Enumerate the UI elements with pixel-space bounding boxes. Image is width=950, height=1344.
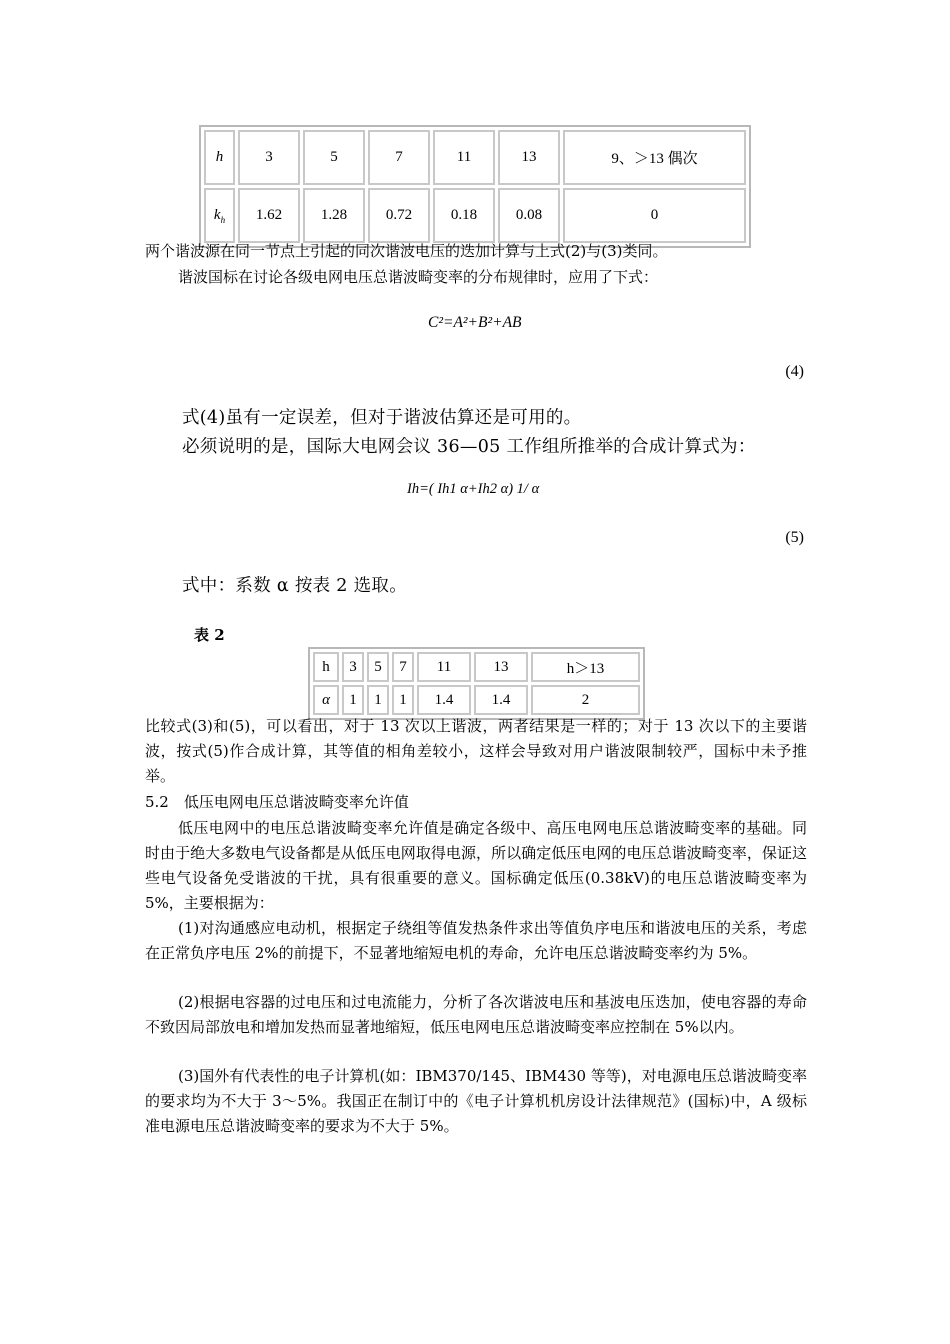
k-subscript: h [220,214,226,225]
table-cell: 7 [392,652,414,682]
paragraph: 比较式(3)和(5)，可以看出，对于 13 次以上谐波，两者结果是一样的；对于 13 次以下的主要谐波，按式(5)作合成计算，其等值的相角差较小，这样会导致对用户谐波限制较严，国标中未予推举。 [145,717,807,785]
paragraph: (3)国外有代表性的电子计算机(如：IBM370/145、IBM430 等等)，对电源电压总谐波畸变率的要求均为不大于 3～5%。我国正在制订中的《电子计算机机房设计法律规范》(国标)中，A 级标准电源电压总谐波畸变率的要求为不大于 5%。 [145,1067,807,1135]
paragraph: (2)根据电容器的过电压和过电流能力，分析了各次谐波电压和基波电压迭加，使电容器的寿命不致因局部放电和增加发热而显著地缩短，低压电网电压总谐波畸变率应控制在 5%以内。 [145,993,807,1036]
table-cell: 1 [367,685,389,715]
alpha-coefficient-table [308,647,645,720]
table-header-cell: α [313,685,339,715]
table-cell: 13 [474,652,528,682]
table-cell: 0 [563,188,746,243]
table-cell: 1.62 [238,188,300,243]
table-cell: 1.28 [303,188,365,243]
table-cell: 7 [368,130,430,185]
equation-text: C²=A²+B²+AB [428,314,522,331]
table-cell: 3 [238,130,300,185]
table-cell: 3 [342,652,364,682]
section-heading: 5.2 低压电网电压总谐波畸变率允许值 [145,793,409,811]
equation-text: Ih=( Ih1 α+Ih2 α) 1/ α [407,481,540,497]
table-header-cell: h [204,130,235,185]
paragraph: 式(4)虽有一定误差，但对于谐波估算还是可用的。 [182,408,582,428]
table-cell: 11 [433,130,495,185]
harmonic-coefficient-table [199,125,751,248]
paragraph: (1)对沟通感应电动机，根据定子绕组等值发热条件求出等值负序电压和谐波电压的关系，考虑在正常负序电压 2%的前提下，不显著地缩短电机的寿命，允许电压总谐波畸变率约为 5%。 [145,919,807,962]
equation-number: (5) [785,529,804,546]
table-cell: 1.4 [474,685,528,715]
table-cell: 2 [531,685,640,715]
table-row [313,652,640,682]
table-cell: 9、＞13 偶次 [563,130,746,185]
table-cell: 1.4 [417,685,471,715]
paragraph: 谐波国标在讨论各级电网电压总谐波畸变率的分布规律时，应用了下式： [178,268,659,286]
table-row [204,188,746,243]
k-label: k [213,206,221,223]
paragraph: 两个谐波源在同一节点上引起的同次谐波电压的迭加计算与上式(2)与(3)类同。 [145,242,668,260]
table-cell: 5 [367,652,389,682]
table-caption: 表 2 [194,626,225,644]
table-row [313,685,640,715]
equation-number: (4) [785,363,804,380]
table-cell: 0.18 [433,188,495,243]
table-cell: 1 [342,685,364,715]
table-cell: 13 [498,130,560,185]
equation-5 [407,481,539,498]
table-row [204,130,746,185]
paragraph: 必须说明的是，国际大电网会议 36—05 工作组所推举的合成计算式为： [182,437,756,457]
table-cell: 5 [303,130,365,185]
table-cell: 0.08 [498,188,560,243]
table-cell: h＞13 [531,652,640,682]
paragraph: 低压电网中的电压总谐波畸变率允许值是确定各级中、高压电网电压总谐波畸变率的基础。同时由于绝大多数电气设备都是从低压电网取得电源，所以确定低压电网的电压总谐波畸变率，保证这些电气设备免受谐波的干扰，具有很重要的意义。国标确定低压(0.38kV)的电压总谐波畸变率为 5%，主要根据为： [145,819,807,912]
table-header-cell: h [313,652,339,682]
table-cell: 0.72 [368,188,430,243]
table-header-cell [204,188,235,243]
equation-4 [428,314,522,332]
table-cell: 1 [392,685,414,715]
paragraph: 式中：系数 α 按表 2 选取。 [182,576,408,596]
table-cell: 11 [417,652,471,682]
